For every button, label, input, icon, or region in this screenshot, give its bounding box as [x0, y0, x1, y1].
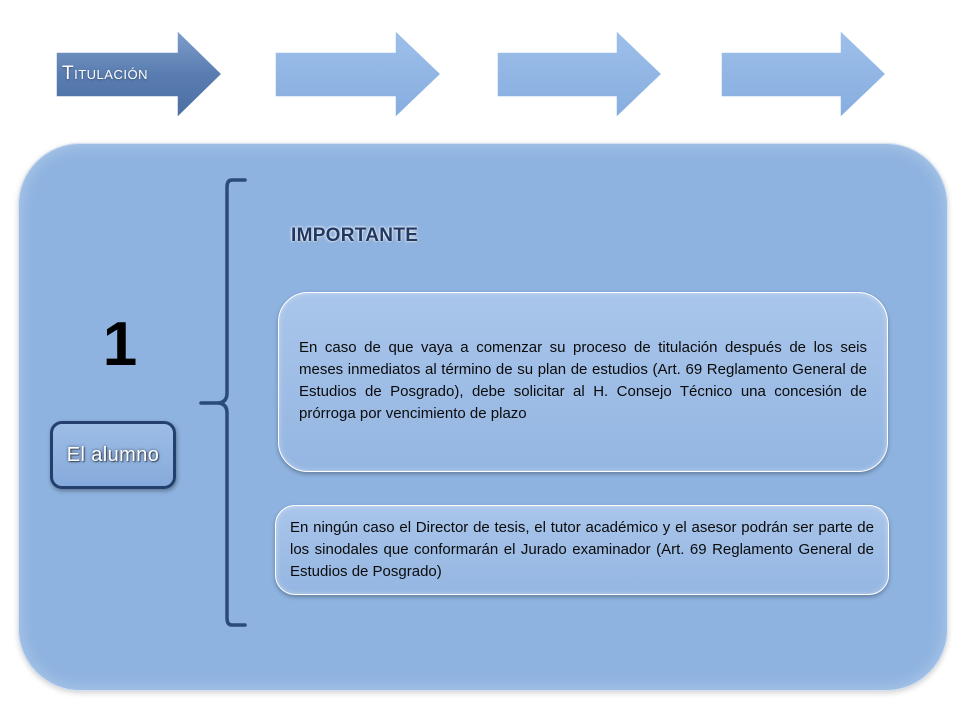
brace-connector: [195, 175, 255, 630]
process-arrow-3: [497, 30, 662, 118]
note-extension-request: [278, 292, 888, 472]
note-jury-restriction: [275, 505, 889, 595]
actor-box: [50, 421, 176, 489]
step-number: 1: [102, 310, 138, 379]
process-arrow-label: Titulación: [62, 63, 148, 84]
actor-label: El alumno: [66, 443, 160, 466]
important-heading: IMPORTANTE: [291, 225, 419, 246]
note-extension-request-text: En caso de que vaya a comenzar su proceso de titulación después de los seis meses inmediatos al término de su plan de estudios (Art. 69 Reglamento General de Estudios de Posgrado), debe solicitar al H. Consejo Técnico una concesión de prórroga por vencimiento de plazo: [299, 339, 867, 422]
process-arrow-4: [721, 30, 886, 118]
process-arrow-2: [275, 30, 441, 118]
note-jury-restriction-text: En ningún caso el Director de tesis, el tutor académico y el asesor podrán ser parte de los sinodales que conformarán el Jurado examinador (Art. 69 Reglamento General de Estudios de Posgrado): [290, 519, 874, 580]
